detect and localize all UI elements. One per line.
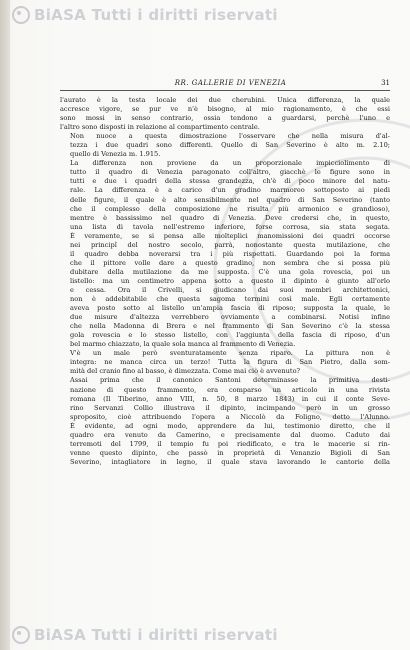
text-line: bel marmo chiazzato, la quale sola manca al frammento di Venezia. — [70, 340, 296, 349]
text-line: rino Servanzi Collio illustrava il dipinto, incimpando però in un grosso — [70, 403, 390, 412]
text-line: La differenza non proviene da un proporzionale impicciolimento di — [70, 159, 390, 168]
text-line: l'altro sono disposti in relazione al compartimento centrale. — [60, 123, 260, 132]
running-head — [60, 79, 390, 87]
watermark-top — [12, 6, 278, 24]
paragraph — [60, 132, 390, 159]
text-line: tutti e due i quadri della stessa grandezza, ch'è di poco minore del natu- — [70, 177, 390, 186]
watermark-bottom — [12, 626, 278, 644]
paragraph — [60, 159, 390, 349]
text-line: tutto il quadro di Venezia paragonato coll'altro, giacchè le figure sono in — [70, 168, 390, 177]
body-text — [60, 96, 390, 467]
text-line: romana (Il Tiberino, anno VIII, n. 50, 8 marzo 1843) in cui il conte Seve- — [70, 394, 390, 403]
text-line: nazione di questo frammento, era comparso un articolo in una rivista — [70, 385, 390, 394]
text-line: il quadro debba noverarsi tra i più rispettati. Guardando poi la forma — [70, 249, 390, 258]
text-line: È evidente, ad ogni modo, apprendere da lui, testimonio diretto, che il — [70, 421, 390, 430]
header-rule — [60, 90, 390, 91]
text-line: listello: ma un centimetro appena sotto a questo il dipinto è giunto all'orlo — [70, 276, 390, 285]
text-line: Non nuoce a questa dimostrazione l'osservare che nella misura d'al- — [70, 132, 390, 141]
text-line: È veramente, se si pensa alle molteplici manomissioni dei quadri occorse — [70, 231, 390, 240]
watermark-text: BiASA Tutti i diritti riservati — [34, 626, 278, 644]
text-line: Severino, intagliatore in legno, il quale stava lavorando le cantorie della — [70, 457, 390, 466]
running-head-title: RR. GALLERIE DI VENEZIA — [174, 79, 287, 87]
text-line: integra: ne manca circa un terzo! Tutta la figura di San Pietro, dalla som- — [70, 358, 390, 367]
text-line: gola rovescia e lo stesso listello, con l'aggiunta della fascia di riposo, d'un — [70, 331, 390, 340]
text-line: mità del cranio fino al basso, è dimezzata. Come mai ciò è avvenuto? — [70, 367, 301, 376]
text-line: venne questo dipinto, che passò in proprietà di Venanzio Bigioli di San — [70, 448, 390, 457]
paragraph — [60, 349, 390, 376]
watermark-logo-icon — [12, 6, 30, 24]
text-line: V'è un male però sventuratamente senza riparo. La pittura non è — [70, 349, 390, 358]
text-line: aveva posto sotto al listello un'ampia fascia di riposo; supposta la quale, le — [70, 304, 390, 313]
text-line: che il complesso della composizione ne risulta più armonico e grandioso), — [70, 204, 390, 213]
text-line: e cessa. Ora il Crivelli, si giudicano dai suoi membri architettonici, — [70, 285, 390, 294]
text-line: dubitare della mutilazione da me supposta. C'è una gola rovescia, poi un — [70, 267, 390, 276]
text-line: non è addebitabile che questa sagoma termini così male. Egli certamente — [70, 295, 390, 304]
text-line: accresce vigore, se pur ve n'è bisogno, al mio ragionamento, è che essi — [60, 105, 390, 114]
binding-gutter — [0, 0, 10, 650]
text-line: quadro era venuto da Camerino, e precisamente dal duomo. Caduto dai — [70, 430, 390, 439]
text-line: due misure d'altezza verrebbero ovviamente a combinarsi. Notisi infine — [70, 313, 390, 322]
watermark-logo-icon — [12, 626, 30, 644]
paragraph — [60, 376, 390, 466]
page-number: 31 — [381, 79, 390, 87]
text-line: Assai prima che il canonico Santoni determinasse la primitiva desti- — [70, 376, 390, 385]
text-line: una lista di tavola nell'estremo inferiore, forse corrosa, sia stata segata. — [70, 222, 390, 231]
paragraph — [60, 96, 390, 132]
text-line: sproposito, cioè attribuendo l'opera a Niccolò da Foligno, detto l'Alunno. — [70, 412, 390, 421]
text-line: l'aurato è la testa locale dei due cherubini. Unica differenza, la quale — [60, 96, 390, 104]
text-line: sono mossi in senso contrario, ossia tendono a guardarsi, perchè l'uno e — [60, 114, 390, 123]
text-line: rale. La differenza è a carico d'un gradino marmoreo sottoposto ai piedi — [70, 186, 390, 195]
text-line: nei principî del nostro secolo, parrà, nonostante questa mutilazione, che — [70, 240, 390, 249]
text-line: che il pittore volle dare a questo gradino, non sembra che si possa più — [70, 258, 390, 267]
text-line: delle figure, il quale è alto sensibilmente nel quadro di San Severino (tanto — [70, 195, 390, 204]
text-line: che nella Madonna di Brera e nel frammento di San Severino c'è la stessa — [70, 322, 390, 331]
text-line: mentre è bassissimo nel quadro di Venezia. Deve credersi che, in questo, — [70, 213, 390, 222]
text-line: quello di Venezia m. 1.915. — [70, 150, 161, 159]
text-line: tezza i due quadri sono differenti. Quello di San Severino è alto m. 2.10; — [70, 141, 390, 150]
text-line: terremoti del 1799, il tempio fu poi riedificato, e tra le macerie si rin- — [70, 439, 390, 448]
watermark-text: BiASA Tutti i diritti riservati — [34, 6, 278, 24]
